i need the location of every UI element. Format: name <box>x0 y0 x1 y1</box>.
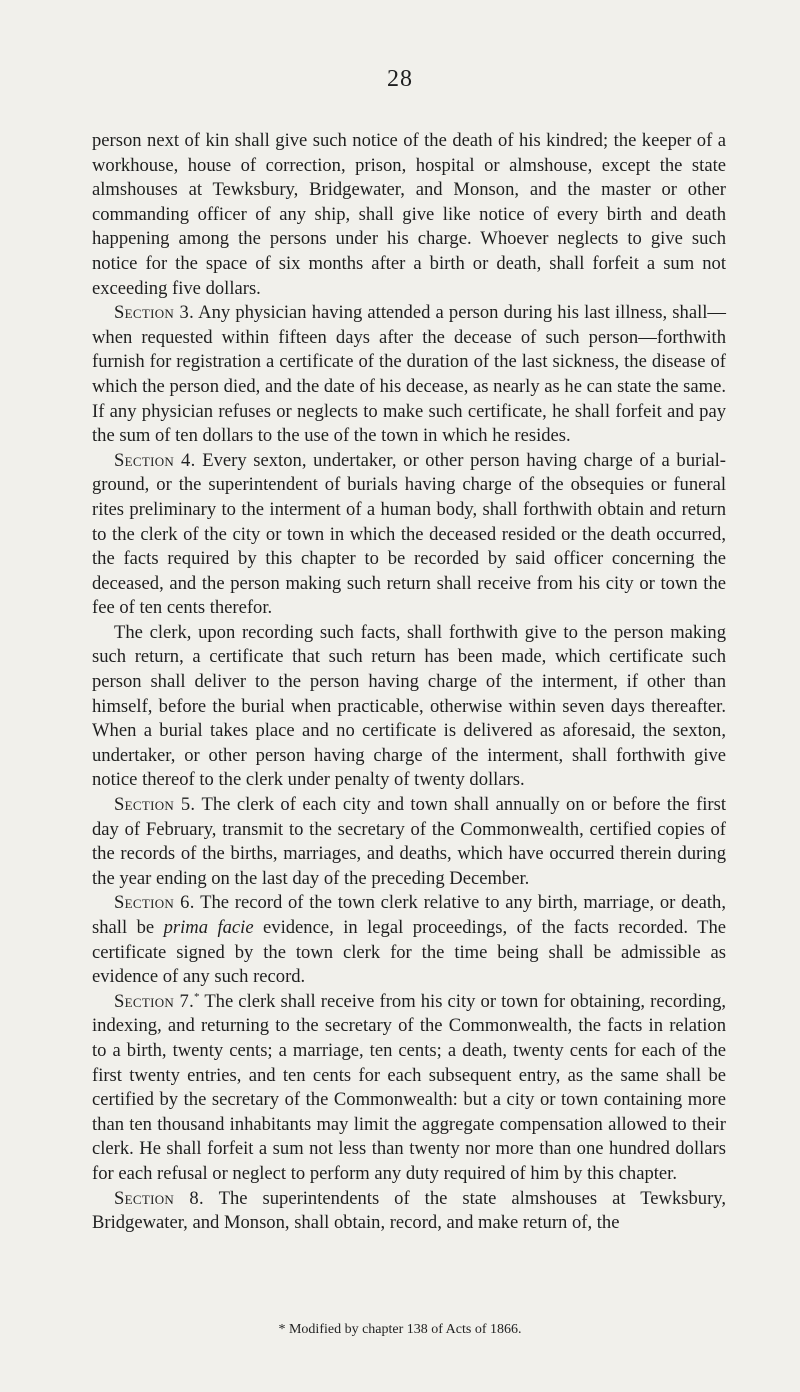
section-3-paragraph <box>92 301 726 449</box>
paragraph-text: evidence, in legal proceedings, of the facts recorded. The certificate signed by the town clerk for the time being shall be admissible as evidence of any such record. <box>92 917 726 988</box>
section-7-paragraph <box>92 990 726 1187</box>
paragraph-continued <box>92 129 726 301</box>
paragraph-text: The superintendents of the state almshouses at Tewksbury, Bridgewater, and Monson, shall obtain, record, and make return of, the <box>92 1187 727 1234</box>
section-6-paragraph <box>92 891 726 989</box>
section-4-paragraph <box>92 449 726 621</box>
paragraph-text: The clerk, upon recording such facts, shall forthwith give to the person making such return, a certificate that such return has been made, which certificate such person shall deliver to the person having charge of the interment, if other than himself, before the burial when practicable, otherwise within seven days thereafter. When a burial takes place and no certificate is delivered as aforesaid, the sexton, undertaker, or other person having charge of the interment, shall forthwith give notice thereof to the clerk under penalty of twenty dollars. <box>92 621 726 791</box>
section-heading: Section 5. <box>114 794 196 816</box>
page-number: 28 <box>387 66 413 92</box>
clerk-certificate-paragraph <box>92 621 726 793</box>
section-heading: Section 6. <box>114 892 195 914</box>
paragraph-text: Every sexton, undertaker, or other person having charge of a burial-ground, or the superintendent of burials having charge of the obsequies or funeral rites preliminary to the interment of a human body, shall forthwith obtain and return to the clerk of the city or town in which the deceased resided or the death occurred, the facts required by this chapter to be recorded by said officer concerning the deceased, and the person making such return shall receive from his city or town the fee of ten cents therefor. <box>92 449 726 619</box>
footnote-mark: * <box>194 990 200 1003</box>
footnote: * Modified by chapter 138 of Acts of 1866. <box>278 1322 522 1337</box>
section-8-paragraph <box>92 1187 726 1236</box>
section-heading: Section 4. <box>114 449 196 471</box>
paragraph-text: The clerk shall receive from his city or town for obtaining, recording, indexing, and returning to the secretary of the Commonwealth, the facts in relation to a birth, twenty cents; a marriage, ten cents; a death, twenty cents for each of the first twenty entries, and ten cents for each subsequent entry, as the same shall be certified by the secretary of the Commonwealth: but a city or town containing more than ten thousand inhabitants may limit the aggregate compensation allowed to their clerk. He shall forfeit a sum not less than twenty nor more than one hundred dollars for each refusal or neglect to perform any duty required of him by this chapter. <box>92 990 727 1184</box>
section-heading: Section 3. <box>114 302 195 324</box>
paragraph-text: Any physician having attended a person during his last illness, shall—when requested within fifteen days after the decease of such person—forthwith furnish for registration a certificate of the duration of the last sickness, the disease of which the person died, and the date of his decease, as nearly as he can state the same. If any physician refuses or neglects to make such certificate, he shall forfeit and pay the sum of ten dollars to the use of the town in which he resides. <box>92 302 727 447</box>
italic-phrase: prima facie <box>163 917 254 938</box>
section-heading: Section 8. <box>114 1187 204 1209</box>
paragraph-text: person next of kin shall give such notice of the death of his kindred; the keeper of a workhouse, house of correction, prison, hospital or almshouse, except the state almshouses at Tewksbury, Bridgewater, and Monson, and the master or other commanding officer of any ship, shall give like notice of every birth and death happening among the persons under his charge. Whoever neglects to give such notice for the space of six months after a birth or death, shall forfeit a sum not exceeding five dollars. <box>92 130 726 299</box>
section-heading: Section 7. <box>114 990 195 1012</box>
paragraph-text: The clerk of each city and town shall annually on or before the first day of February, transmit to the secretary of the Commonwealth, certified copies of the records of the births, marriages, and deaths, which have occurred therein during the year ending on the last day of the preceding December. <box>92 794 727 889</box>
paragraph-text: The record of the town clerk relative to any birth, marriage, or death, shall be <box>92 892 727 938</box>
page-body <box>92 129 726 1236</box>
section-5-paragraph <box>92 793 726 891</box>
